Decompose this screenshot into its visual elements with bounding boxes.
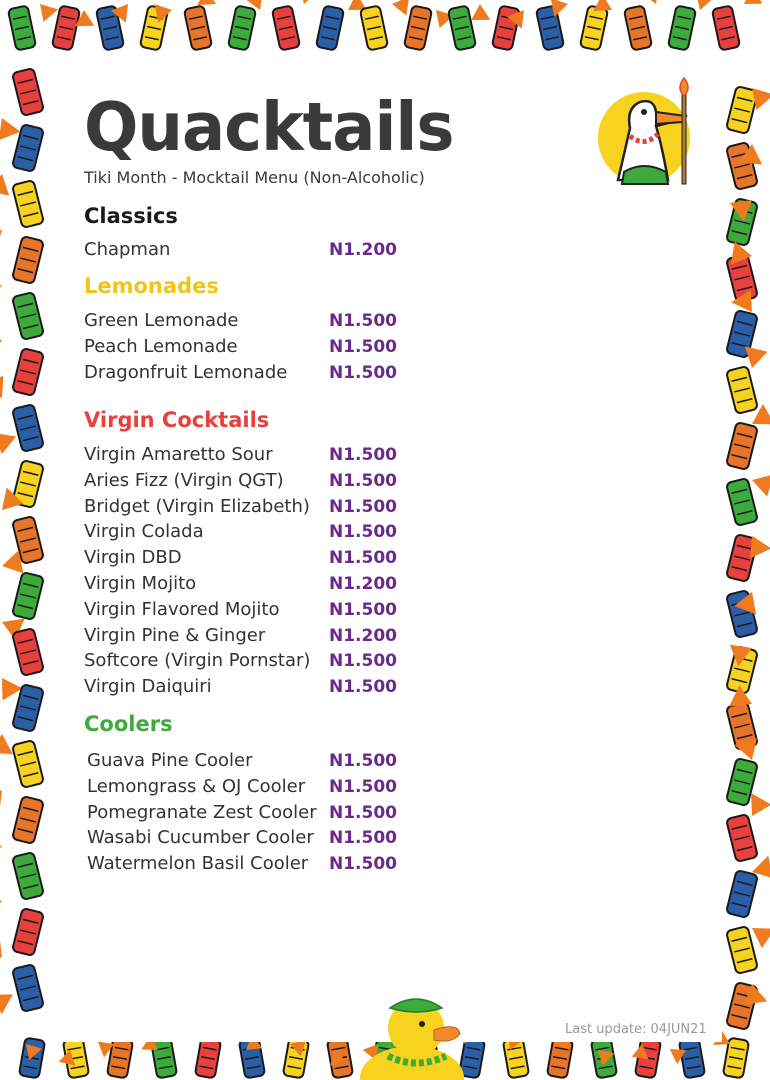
tiki-mug-icon — [52, 5, 80, 50]
section-title: Classics — [84, 204, 178, 228]
tiki-mug-icon — [12, 572, 44, 620]
menu-item-price: N1.500 — [329, 311, 397, 331]
tiki-mug-icon — [12, 796, 44, 844]
orange-flag-icon — [0, 883, 2, 913]
tiki-mug-icon — [536, 5, 564, 50]
tiki-mug-icon — [12, 908, 44, 956]
menu-item-price: N1.200 — [329, 625, 397, 646]
tiki-mug-icon — [316, 5, 344, 50]
menu-item-name: Virgin Mojito — [84, 573, 197, 594]
menu-title: Quacktails — [84, 89, 454, 167]
section-title: Lemonades — [84, 274, 219, 298]
tiki-mug-icon — [184, 5, 212, 50]
last-update-note: Last update: 04JUN21 — [565, 1022, 707, 1037]
menu-item-price: N1.500 — [329, 599, 397, 620]
menu-item-price: N1.500 — [329, 651, 397, 672]
tiki-mug-icon — [12, 964, 44, 1012]
tiki-mug-icon — [12, 180, 44, 228]
tiki-mug-icon — [492, 5, 520, 50]
menu-subtitle: Tiki Month - Mocktail Menu (Non-Alcoholic) — [84, 168, 425, 187]
tiki-mug-icon — [360, 5, 388, 50]
menu-item-price: N1.500 — [329, 362, 397, 383]
menu-item-name: Watermelon Basil Cooler — [87, 853, 309, 875]
menu-item-name: Virgin Pine & Ginger — [84, 624, 266, 646]
tiki-mug-icon — [726, 366, 758, 414]
tiki-mug-icon — [679, 1038, 705, 1079]
tiki-mug-icon — [8, 5, 36, 50]
tiki-mug-icon — [726, 926, 758, 974]
menu-item-name: Dragonfruit Lemonade — [84, 361, 288, 383]
menu-item-price: N1.500 — [329, 751, 397, 771]
menu-item-price: N1.200 — [329, 240, 397, 260]
tiki-mug-icon — [726, 590, 758, 638]
orange-flag-icon — [0, 273, 2, 304]
menu-item-price: N1.500 — [329, 522, 397, 543]
menu-item-price: N1.500 — [329, 548, 397, 569]
orange-flag-icon — [0, 934, 4, 958]
tiki-mug-icon — [19, 1038, 45, 1079]
menu-item-name: Softcore (Virgin Pornstar) — [84, 650, 311, 672]
menu-item-name: Chapman — [84, 239, 171, 260]
tiki-mug-icon — [712, 5, 740, 50]
orange-flag-icon — [0, 790, 6, 815]
section-title: Coolers — [84, 712, 173, 736]
menu-item-name: Green Lemonade — [84, 310, 239, 331]
menu-item-price: N1.500 — [329, 470, 397, 491]
tiki-mug-icon — [726, 814, 758, 862]
menu-item-price: N1.500 — [329, 336, 397, 357]
tiki-mug-icon — [228, 5, 256, 50]
tiki-mug-icon — [12, 348, 44, 396]
menu-item-price: N1.500 — [329, 496, 397, 517]
menu-item-name: Virgin Daiquiri — [84, 676, 212, 698]
tiki-mug-icon — [272, 5, 300, 50]
orange-flag-icon — [744, 0, 765, 7]
tiki-mug-icon — [726, 422, 758, 470]
tiki-mug-icon — [12, 292, 44, 340]
orange-flag-icon — [639, 0, 662, 4]
tiki-mug-icon — [726, 870, 758, 918]
menu-item-name: Pomegranate Zest Cooler — [87, 801, 317, 823]
tiki-mug-icon — [726, 478, 758, 526]
tiki-mug-icon — [448, 5, 476, 50]
orange-flag-icon — [0, 983, 16, 1014]
orange-flag-icon — [691, 0, 716, 10]
menu-item-price: N1.500 — [329, 828, 397, 849]
tiki-mug-icon — [12, 236, 44, 284]
menu-item-name: Lemongrass & OJ Cooler — [87, 775, 306, 797]
menu-item-price: N1.500 — [329, 802, 397, 823]
menu-item-price: N1.500 — [329, 776, 397, 797]
tiki-mug-icon — [12, 740, 44, 788]
menu-item-price: N1.500 — [329, 445, 397, 465]
menu-item-price: N1.200 — [329, 574, 397, 594]
tiki-mug-icon — [12, 68, 44, 116]
orange-flag-icon — [752, 922, 770, 949]
menu-item-name: Aries Fizz (Virgin QGT) — [84, 469, 284, 491]
menu-item-name: Virgin Colada — [84, 521, 204, 543]
orange-flag-icon — [752, 469, 770, 499]
orange-flag-icon — [0, 230, 2, 252]
section-title: Virgin Cocktails — [84, 408, 270, 432]
tiki-mug-icon — [668, 5, 696, 50]
tiki-mug-icon — [195, 1038, 221, 1079]
tiki-mug-icon — [404, 5, 432, 50]
orange-flag-icon — [40, 4, 58, 22]
menu-item-name: Wasabi Cucumber Cooler — [87, 827, 314, 849]
menu-item-name: Bridget (Virgin Elizabeth) — [84, 495, 310, 517]
menu-item-name: Guava Pine Cooler — [87, 750, 253, 771]
orange-flag-icon — [0, 371, 8, 398]
tiki-mug-icon — [580, 5, 608, 50]
menu-item-name: Virgin Amaretto Sour — [84, 444, 273, 465]
tiki-mug-icon — [12, 852, 44, 900]
tiki-duck-torch-icon — [596, 76, 702, 188]
tiki-mug-icon — [726, 254, 758, 302]
orange-flag-icon — [295, 0, 320, 4]
menu-item-name: Virgin Flavored Mojito — [84, 598, 280, 620]
tiki-mug-icon — [12, 628, 44, 676]
orange-flag-icon — [0, 321, 2, 349]
menu-item-price: N1.500 — [329, 677, 397, 698]
menu-item-name: Peach Lemonade — [84, 335, 238, 357]
menu-item-price: N1.500 — [329, 854, 397, 875]
rubber-duck-hula-icon — [360, 986, 470, 1080]
orange-flag-icon — [0, 837, 2, 866]
tiki-mug-icon — [12, 404, 44, 452]
tiki-mug-icon — [624, 5, 652, 50]
menu-item-name: Virgin DBD — [84, 547, 182, 569]
